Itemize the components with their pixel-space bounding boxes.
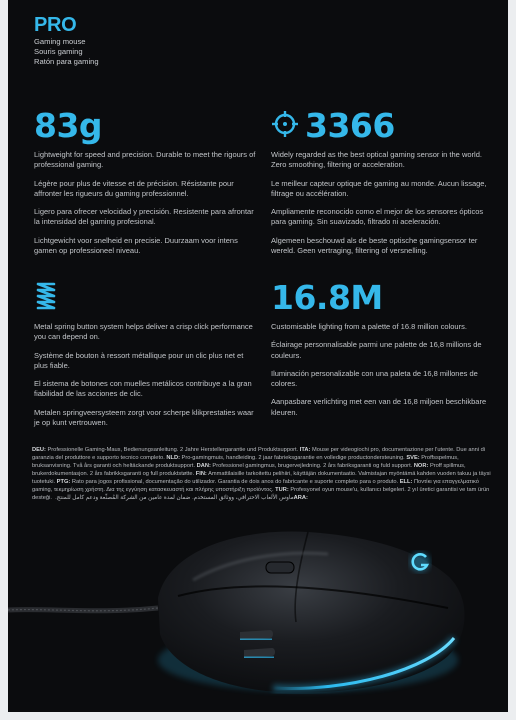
lang-text: Professionelle Gaming-Maus, Bedienungsanleitung. 2 Jahre Herstellergarantie und Produktsupport.	[45, 447, 300, 453]
lang-code: ELL:	[399, 479, 413, 485]
feature-spring-buttons	[34, 278, 259, 436]
lang-code: ARA:	[293, 495, 308, 501]
lang-text: ماوس الألعاب الاحترافي، ووثائق المستخدم. ضمان لمدة عامين من الشركة المُصنِّعة ودعم كامل للمنتج.	[53, 495, 294, 501]
mouse-product-image	[8, 510, 508, 712]
spring-icon	[34, 281, 58, 316]
lang-code: NLD:	[166, 455, 180, 461]
lang-code: DEU:	[32, 447, 46, 453]
feature-text-nl: Aanpasbare verlichting met een van de 16,8 miljoen beschikbare kleuren.	[271, 397, 487, 417]
multilingual-footnote	[32, 446, 494, 502]
lang-text: Profesyonel oyun mouse'u, kullanıcı belgeleri. 2 yıl üretici garantisi ve tam ürün desteği.	[32, 487, 490, 501]
feature-text-fr: Éclairage personnalisable parmi une palette de 16,8 millions de couleurs.	[271, 340, 482, 360]
lang-text: Ammattilaisille tarkoitettu pelihiiri, käyttäjän dokumentaatio. Valmistajan myöntämä kahden vuoden takuu ja täysi tuotetuki.	[32, 471, 491, 485]
feature-text-es: Ligero para ofrecer velocidad y precisión. Resistente para afrontar la intensidad del gaming profesional.	[34, 207, 254, 227]
mouse-cable	[8, 608, 158, 611]
brand-block	[34, 14, 99, 67]
feature-text-fr: Légère pour plus de vitesse et de précision. Résistante pour affronter les rigueurs du gaming professionnel.	[34, 178, 234, 198]
lang-text: Proff spillmus, brukerdokumentasjon. 2 års fabrikksgaranti og full produktstøtte.	[32, 463, 466, 477]
feature-weight	[34, 106, 259, 264]
feature-text-es: El sistema de botones con muelles metálicos contribuye a la gran fiabilidad de las acciones de clic.	[34, 379, 252, 399]
lighting-headline: 16.8M	[271, 278, 383, 317]
product-title: PRO	[34, 14, 77, 36]
subtitle-fr: Souris gaming	[34, 47, 83, 56]
feature-text-nl: Algemeen beschouwd als de beste optische gamingsensor ter wereld. Geen vertraging, filtering of versnelling.	[271, 235, 478, 256]
sensor-headline: 3366	[305, 106, 395, 145]
lang-code: NOR:	[413, 463, 429, 469]
subtitle-en: Gaming mouse	[34, 37, 86, 46]
weight-headline: 83g	[34, 106, 103, 145]
crosshair-icon	[271, 110, 299, 143]
feature-text-es: Iluminación personalizable con una paleta de 16,8 millones de colores.	[271, 368, 478, 389]
feature-lighting	[271, 278, 496, 426]
lang-text: Ποντίκι για επαγγελματικό gaming, τεκμηρίωση χρήστη. Δια της εγγύηση κατασκευαστή και πλήρης υποστήριξη προϊόντος.	[32, 479, 479, 493]
lang-text: Pro-gamingmuis, handleiding. 2 jaar fabrieksgarantie en volledige productondersteuning.	[179, 455, 407, 461]
lang-code: FIN:	[195, 471, 207, 477]
lang-text: Mouse per videogiochi pro, documentazione per l'utente. Due anni di garanzia del produttore e supporto tecnico completo.	[32, 447, 486, 461]
lang-text: Rato para jogos profissional, documentação do utilizador. Garantia de dois anos do fabricante e suporte completo para o produto.	[70, 479, 400, 485]
lang-text: Professionel gamingmus, brugervejledning. 2 års fabriksgaranti og fuld support.	[210, 463, 414, 469]
feature-text-en: Lightweight for speed and precision. Durable to meet the rigours of professional gaming.	[34, 150, 256, 170]
subtitle-es: Ratón para gaming	[34, 57, 99, 66]
lang-code: ITA:	[299, 447, 311, 453]
lang-code: TUR:	[275, 487, 289, 493]
scroll-wheel	[266, 562, 294, 573]
lang-code: PTG:	[56, 479, 71, 485]
product-box-back	[8, 0, 508, 712]
feature-text-fr: Le meilleur capteur optique de gaming au monde. Aucun lissage, filtrage ou accélération.	[271, 178, 487, 198]
feature-text-en: Widely regarded as the best optical gaming sensor in the world. Zero smoothing, filtering or acceleration.	[271, 150, 482, 170]
feature-text-nl: Lichtgewicht voor snelheid en precisie. Duurzaam voor intens gamen op professioneel niveau.	[34, 235, 238, 256]
lang-code: SVE:	[406, 455, 420, 461]
feature-text-fr: Système de bouton à ressort métallique pour un clic plus net et plus fiable.	[34, 350, 244, 370]
feature-sensor	[271, 106, 496, 264]
feature-text-nl: Metalen springveersysteem zorgt voor scherpe klikprestaties waar je op kunt vertrouwen.	[34, 407, 254, 428]
feature-text-en: Metal spring button system helps deliver a crisp click performance you can depend on.	[34, 322, 253, 342]
feature-text-en: Customisable lighting from a palette of 16.8 million colours.	[271, 322, 467, 331]
feature-text-es: Ampliamente reconocido como el mejor de los sensores ópticos para gaming. Sin suavizado, filtrado ni aceleración.	[271, 207, 484, 227]
logitech-g-logo	[410, 552, 430, 572]
lang-code: DAN:	[196, 463, 211, 469]
lang-text: Proffsspelmus, bruksanvisning. Två års garanti och heltäckande produktsupport.	[32, 455, 459, 469]
